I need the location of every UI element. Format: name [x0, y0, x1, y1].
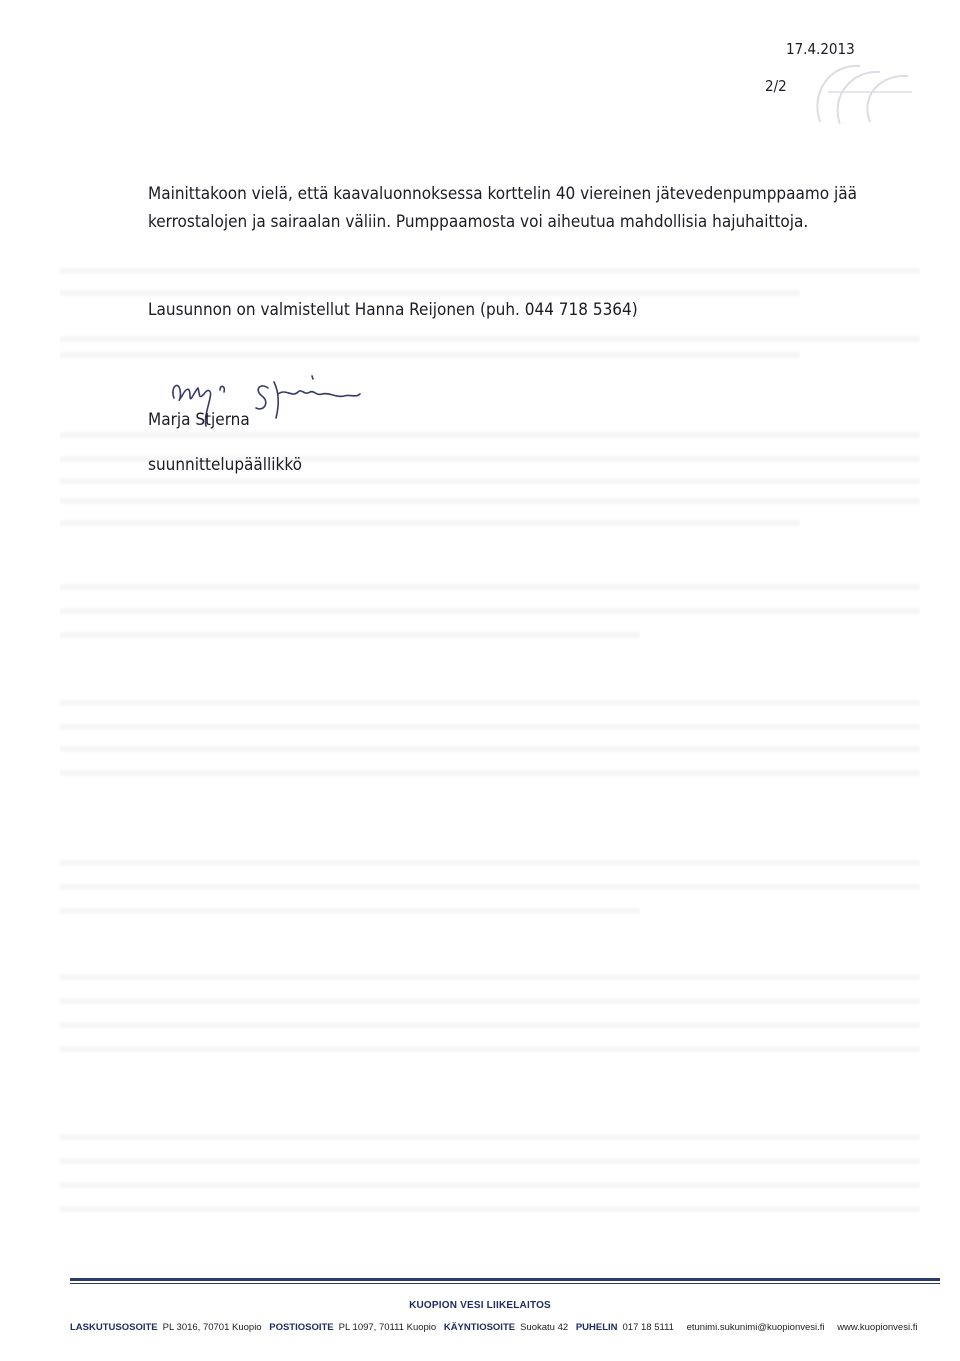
- billing-address: PL 3016, 70701 Kuopio: [162, 1322, 262, 1333]
- signer-name: Marja Stjerna: [148, 410, 250, 430]
- document-date: 17.4.2013: [786, 40, 855, 58]
- bleed-through-line: [60, 724, 920, 730]
- bleed-through-line: [60, 908, 640, 914]
- bleed-through-line: [60, 336, 920, 342]
- bleed-through-line: [60, 1022, 920, 1028]
- bleed-through-line: [60, 770, 920, 776]
- bleed-through-line: [60, 1158, 920, 1164]
- bleed-through-line: [60, 860, 920, 866]
- signer-title: suunnittelupäällikkö: [148, 455, 303, 475]
- bleed-through-line: [60, 974, 920, 980]
- bleed-through-line: [60, 498, 920, 504]
- email-address[interactable]: etunimi.sukunimi@kuopionvesi.fi: [686, 1322, 825, 1333]
- footer-contact-line: [70, 1322, 917, 1333]
- bleed-through-line: [60, 700, 920, 706]
- postal-address: PL 1097, 70111 Kuopio: [338, 1322, 437, 1333]
- footer-divider: [70, 1283, 940, 1284]
- bleed-through-line: [60, 352, 800, 358]
- footer-divider: [70, 1278, 940, 1281]
- company-logo: [800, 52, 920, 142]
- phone-label: PUHELIN: [575, 1322, 618, 1333]
- visiting-address: Suokatu 42: [520, 1322, 569, 1333]
- bleed-through-line: [60, 478, 920, 484]
- bleed-through-line: [60, 584, 920, 590]
- bleed-through-line: [60, 1046, 920, 1052]
- footer-company-name: KUOPION VESI LIIKELAITOS: [409, 1300, 551, 1311]
- bleed-through-line: [60, 1206, 920, 1212]
- bleed-through-line: [60, 520, 800, 526]
- bleed-through-line: [60, 1134, 920, 1140]
- preparer-note: Lausunnon on valmistellut Hanna Reijonen (puh. 044 718 5364): [148, 300, 638, 320]
- website-link[interactable]: www.kuopionvesi.fi: [837, 1322, 918, 1333]
- postal-address-label: POSTIOSOITE: [269, 1322, 334, 1333]
- bleed-through-line: [60, 1182, 920, 1188]
- visiting-address-label: KÄYNTIOSOITE: [443, 1322, 516, 1333]
- bleed-through-line: [60, 632, 640, 638]
- bleed-through-line: [60, 884, 920, 890]
- phone-number: 017 18 5111: [622, 1322, 674, 1333]
- page-number: 2/2: [765, 77, 787, 95]
- body-paragraph: Mainittakoon vielä, että kaavaluonnoksessa korttelin 40 viereinen jätevedenpumppaamo jää kerrostalojen ja sairaalan väliin. Pumppaamosta voi aiheutua mahdollisia hajuhaittoja.: [148, 184, 857, 232]
- bleed-through-line: [60, 608, 920, 614]
- billing-address-label: LASKUTUSOSOITE: [70, 1322, 158, 1333]
- bleed-through-line: [60, 268, 920, 274]
- bleed-through-line: [60, 746, 920, 752]
- bleed-through-line: [60, 998, 920, 1004]
- bleed-through-line: [60, 432, 920, 438]
